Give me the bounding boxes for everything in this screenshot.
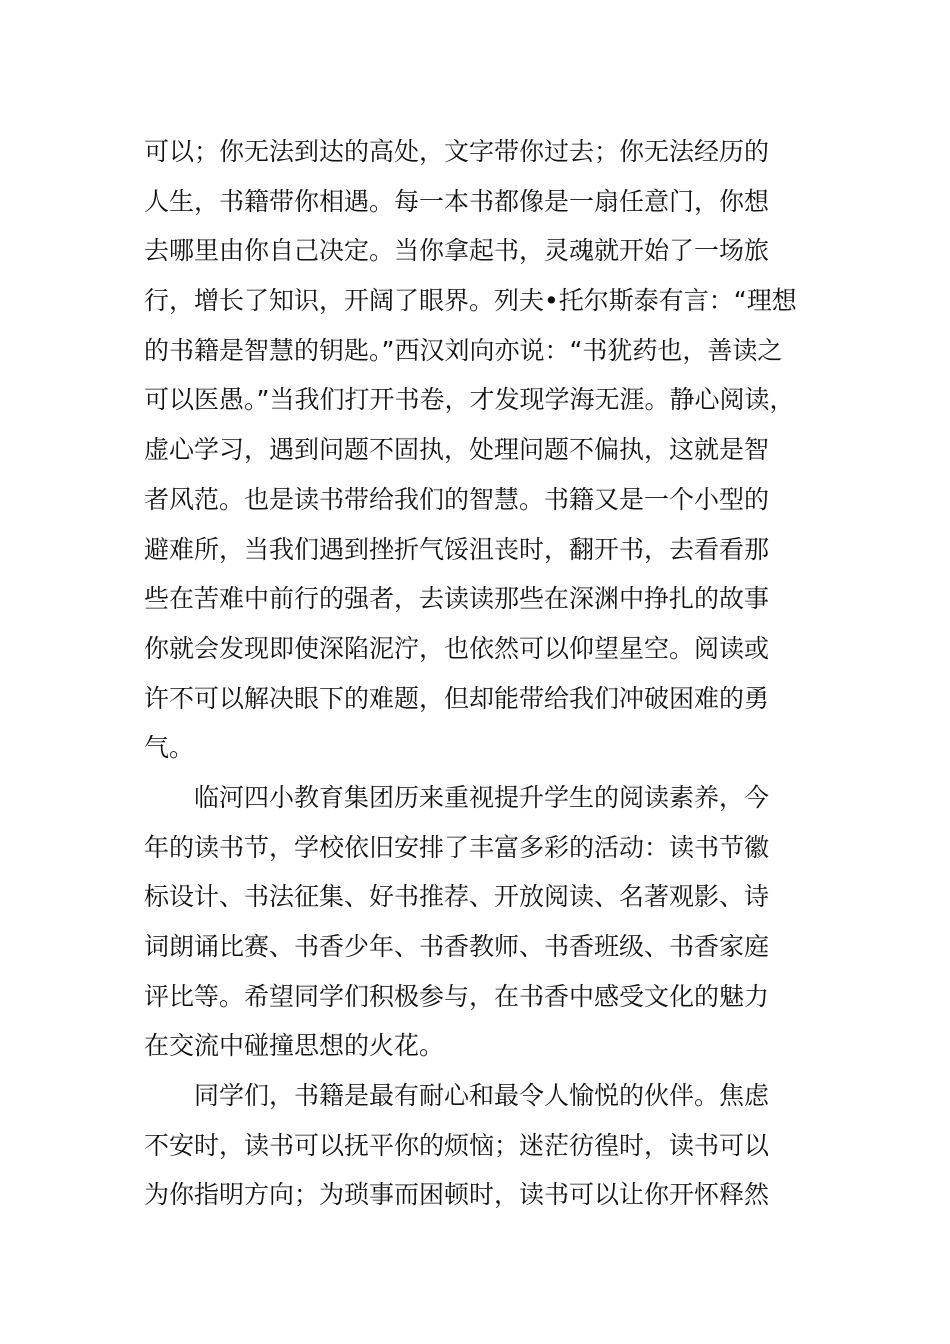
text-line: 临河四小教育集团历来重视提升学生的阅读素养，今 [194, 782, 770, 812]
paragraph-3 [144, 1071, 844, 1220]
text-line: 行，增长了知识，开阔了眼界。列夫•托尔斯泰有言：“理想 [144, 286, 797, 316]
paragraph-2 [144, 773, 844, 1071]
text-line: 为你指明方向；为琐事而困顿时，读书可以让你开怀释然 [144, 1180, 770, 1210]
text-line: 虚心学习，遇到问题不固执，处理问题不偏执，这就是智 [144, 435, 770, 465]
text-line: 避难所，当我们遇到挫折气馁沮丧时，翻开书，去看看那 [144, 534, 770, 564]
text-line: 去哪里由你自己决定。当你拿起书，灵魂就开始了一场旅 [144, 236, 770, 266]
text-line: 人生，书籍带你相遇。每一本书都像是一扇任意门，你想 [144, 186, 770, 216]
text-line: 些在苦难中前行的强者，去读读那些在深渊中挣扎的故事 [144, 584, 770, 614]
text-line: 许不可以解决眼下的难题，但却能带给我们冲破困难的勇 [144, 683, 770, 713]
paragraph-1 [144, 127, 844, 773]
text-line: 可以医愚。”当我们打开书卷，才发现学海无涯。静心阅读， [144, 385, 795, 415]
text-line: 的书籍是智慧的钥匙。”西汉刘向亦说：“书犹药也，善读之 [144, 335, 783, 365]
text-line: 评比等。希望同学们积极参与，在书香中感受文化的魅力 [144, 981, 770, 1011]
text-line: 词朗诵比赛、书香少年、书香教师、书香班级、书香家庭 [144, 932, 770, 961]
text-line: 你就会发现即使深陷泥泞，也依然可以仰望星空。阅读或 [144, 633, 770, 663]
text-line: 不安时，读书可以抚平你的烦恼；迷茫彷徨时，读书可以 [144, 1130, 770, 1160]
document-body [144, 127, 844, 1220]
text-line: 年的读书节，学校依旧安排了丰富多彩的活动：读书节徽 [144, 832, 770, 862]
text-line: 标设计、书法征集、好书推荐、开放阅读、名著观影、诗 [144, 882, 770, 912]
text-line: 在交流中碰撞思想的火花。 [144, 1031, 445, 1061]
text-line: 者风范。也是读书带给我们的智慧。书籍又是一个小型的 [144, 484, 770, 514]
text-line: 气。 [144, 733, 195, 763]
text-line: 同学们，书籍是最有耐心和最令人愉悦的伙伴。焦虑 [194, 1081, 770, 1111]
text-line: 可以；你无法到达的高处，文字带你过去；你无法经历的 [144, 137, 770, 166]
